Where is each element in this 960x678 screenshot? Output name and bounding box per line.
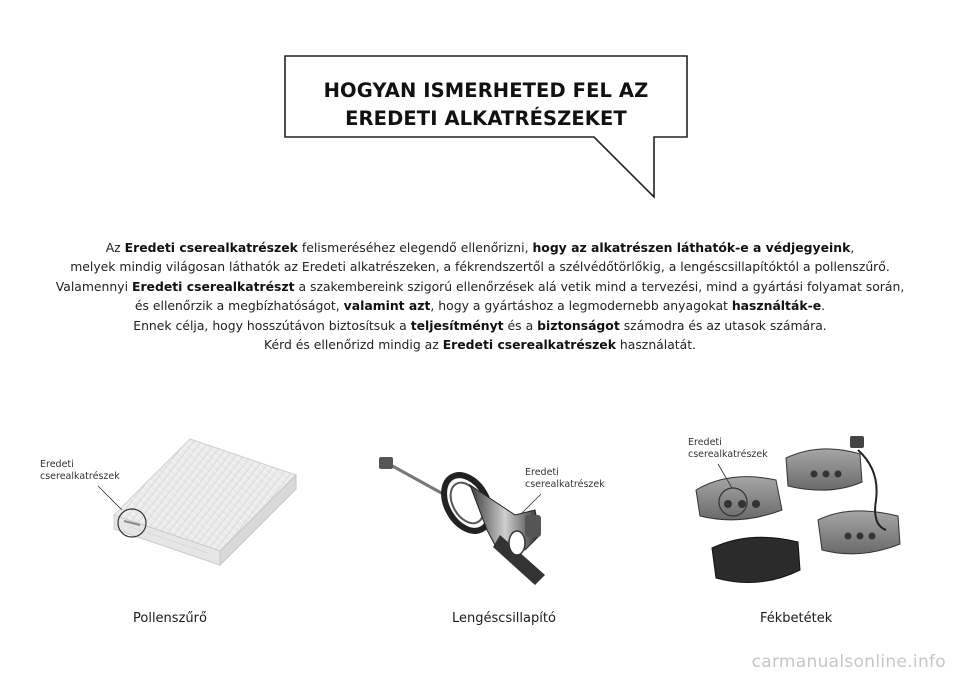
bold-text: biztonságot: [537, 317, 620, 333]
text-run: használatát.: [615, 337, 697, 353]
brake-pads-callout-leader: [714, 462, 738, 492]
paragraph-line-4: [0, 296, 960, 315]
text-run: melyek mindig világosan láthatók az Eredeti alkatrészeken, a fékrendszertől a szélvédőtörlőkig, a lengéscsillapítóktól a pollenszűrő.: [70, 259, 890, 275]
bold-text: valamint azt: [343, 298, 431, 314]
shock-absorber-callout: [525, 467, 605, 491]
caption-shock-absorber: Lengéscsillapító: [452, 611, 556, 626]
bold-text: Eredeti cserealkatrészek: [124, 240, 298, 255]
bold-text: hogy az alkatrészen láthatók-e a védjegyeink: [532, 240, 851, 255]
text-run: ,: [850, 240, 855, 255]
pollen-filter-callout: [40, 459, 120, 483]
intro-paragraph: [0, 238, 960, 354]
callout-line: cserealkatrészek: [525, 479, 605, 490]
callout-line: cserealkatrészek: [40, 471, 120, 482]
paragraph-line-2: [0, 257, 960, 276]
text-run: Kérd és ellenőrizd mindig az: [263, 337, 443, 353]
pollen-filter-callout-leader: [96, 484, 126, 514]
page-title: [284, 77, 688, 133]
callout-line: Eredeti: [525, 467, 559, 478]
paragraph-line-1: [0, 238, 960, 257]
text-run: felismeréséhez elegendő ellenőrizni,: [297, 240, 533, 255]
heading-speech-bubble: [284, 55, 688, 199]
title-line-2: EREDETI ALKATRÉSZEKET: [345, 107, 627, 130]
text-run: Valamennyi: [55, 278, 132, 294]
title-line-1: HOGYAN ISMERHETED FEL AZ: [323, 79, 649, 102]
callout-line: Eredeti: [40, 459, 74, 470]
watermark: carmanualsonline.info: [751, 652, 946, 672]
caption-pollen-filter: Pollenszűrő: [133, 611, 207, 626]
callout-line: Eredeti: [688, 437, 722, 448]
text-run: .: [821, 298, 826, 314]
callout-line: cserealkatrészek: [688, 449, 768, 460]
text-run: , hogy a gyártáshoz a legmodernebb anyagokat: [430, 298, 732, 314]
text-run: Ennek célja, hogy hosszútávon biztosítsuk a: [133, 317, 411, 333]
text-run: és a: [503, 317, 538, 333]
pollen-filter-illustration: [100, 425, 300, 585]
bold-text: használták-e: [731, 298, 822, 314]
paragraph-line-5: [0, 316, 960, 335]
text-run: számodra és az utasok számára.: [619, 317, 827, 333]
text-run: a szakembereink szigorú ellenőrzések alá vetik mind a tervezési, mind a gyártási folyamat során,: [294, 278, 905, 294]
pollen-filter-image: [100, 425, 300, 585]
bold-text: Eredeti cserealkatrészek: [442, 337, 616, 353]
text-run: és ellenőrzik a megbízhatóságot,: [134, 298, 344, 314]
paragraph-line-6: [0, 335, 960, 354]
bold-text: teljesítményt: [410, 317, 504, 333]
shock-absorber-callout-leader: [519, 492, 545, 518]
text-run: Az: [105, 240, 125, 255]
bold-text: Eredeti cserealkatrészt: [131, 278, 295, 294]
caption-brake-pads: Fékbetétek: [760, 611, 833, 626]
brake-pads-callout: [688, 437, 768, 461]
paragraph-line-3: [0, 277, 960, 296]
